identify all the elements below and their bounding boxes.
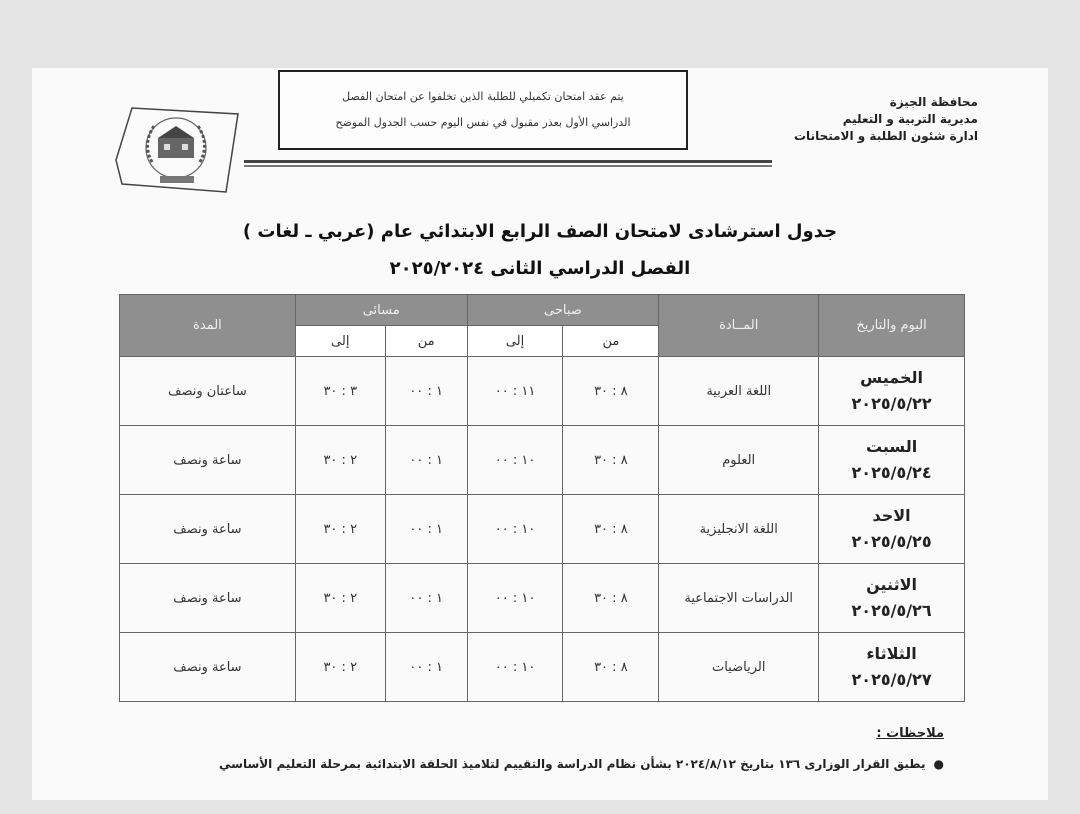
- org-line-directorate: مديرية التربية و التعليم: [842, 112, 978, 126]
- header-subject: المــادة: [659, 295, 819, 357]
- directorate-seal-icon: [112, 100, 242, 196]
- day-name: الثلاثاء: [866, 644, 917, 663]
- evening-to-cell: ٢ : ٣٠: [295, 426, 385, 495]
- table-row: [120, 357, 965, 426]
- duration-cell: ساعتان ونصف: [120, 357, 296, 426]
- document-page: [32, 68, 1048, 800]
- subject-cell: الرياضيات: [659, 633, 819, 702]
- subject-cell: اللغة الانجليزية: [659, 495, 819, 564]
- notice-line-2: الدراسي الأول بعذر مقبول في نفس اليوم حسب الجدول الموضح: [335, 116, 631, 129]
- morning-to-cell: ١٠ : ٠٠: [467, 495, 563, 564]
- evening-to-cell: ٢ : ٣٠: [295, 495, 385, 564]
- morning-to-cell: ١٠ : ٠٠: [467, 633, 563, 702]
- day-date-cell: [819, 633, 965, 702]
- header-morning-to: إلى: [467, 326, 563, 357]
- evening-to-cell: ٣ : ٣٠: [295, 357, 385, 426]
- duration-cell: ساعة ونصف: [120, 495, 296, 564]
- evening-to-cell: ٢ : ٣٠: [295, 633, 385, 702]
- note-text: يطبق القرار الوزارى ١٣٦ بتاريخ ٢٠٢٤/٨/١٢ بشأن نظام الدراسة والتقييم لتلاميذ الحلقة الابتدائية بمرحلة التعليم الأساسي: [219, 757, 926, 771]
- notice-line-1: يتم عقد امتحان تكميلي للطلبة الذين تخلفوا عن امتحان الفصل: [342, 90, 624, 103]
- header-divider: [244, 160, 772, 168]
- day-date-cell: [819, 357, 965, 426]
- evening-from-cell: ١ : ٠٠: [385, 564, 467, 633]
- header-evening: مسائى: [295, 295, 467, 326]
- morning-to-cell: ١١ : ٠٠: [467, 357, 563, 426]
- notice-box: [278, 70, 688, 150]
- table-row: [120, 633, 965, 702]
- morning-to-cell: ١٠ : ٠٠: [467, 426, 563, 495]
- day-name: الاثنين: [866, 575, 917, 594]
- exam-schedule-table: [119, 294, 965, 702]
- morning-from-cell: ٨ : ٣٠: [563, 426, 659, 495]
- exam-date: ٢٠٢٥/٥/٢٥: [851, 532, 932, 551]
- subject-cell: الدراسات الاجتماعية: [659, 564, 819, 633]
- organization-header: [718, 94, 978, 145]
- exam-date: ٢٠٢٥/٥/٢٧: [851, 670, 932, 689]
- duration-cell: ساعة ونصف: [120, 426, 296, 495]
- subject-cell: العلوم: [659, 426, 819, 495]
- notes-heading: ملاحظات :: [876, 726, 944, 741]
- morning-to-cell: ١٠ : ٠٠: [467, 564, 563, 633]
- day-name: الاحد: [872, 506, 911, 525]
- bullet-icon: ●: [933, 757, 944, 771]
- header-day-date: اليوم والتاريخ: [819, 295, 965, 357]
- subject-cell: اللغة العربية: [659, 357, 819, 426]
- table-row: [120, 426, 965, 495]
- day-date-cell: [819, 564, 965, 633]
- day-date-cell: [819, 426, 965, 495]
- evening-from-cell: ١ : ٠٠: [385, 357, 467, 426]
- duration-cell: ساعة ونصف: [120, 633, 296, 702]
- evening-from-cell: ١ : ٠٠: [385, 633, 467, 702]
- table-row: [120, 564, 965, 633]
- table-row: [120, 495, 965, 564]
- duration-cell: ساعة ونصف: [120, 564, 296, 633]
- document-title: جدول استرشادى لامتحان الصف الرابع الابتدائي عام (عربي ـ لغات ): [242, 221, 838, 242]
- day-name: السبت: [865, 437, 918, 456]
- header-morning-from: من: [563, 326, 659, 357]
- evening-from-cell: ١ : ٠٠: [385, 426, 467, 495]
- evening-from-cell: ١ : ٠٠: [385, 495, 467, 564]
- morning-from-cell: ٨ : ٣٠: [563, 564, 659, 633]
- note-item: [102, 752, 944, 776]
- header-evening-from: من: [385, 326, 467, 357]
- exam-date: ٢٠٢٥/٥/٢٤: [851, 463, 932, 482]
- header-morning: صباحى: [467, 295, 659, 326]
- day-date-cell: [819, 495, 965, 564]
- morning-from-cell: ٨ : ٣٠: [563, 495, 659, 564]
- day-name: الخميس: [860, 368, 924, 387]
- exam-date: ٢٠٢٥/٥/٢٦: [851, 601, 932, 620]
- document-subtitle: الفصل الدراسي الثانى ٢٠٢٥/٢٠٢٤: [389, 258, 691, 279]
- header-duration: المدة: [120, 295, 296, 357]
- header-evening-to: إلى: [295, 326, 385, 357]
- org-line-administration: ادارة شئون الطلبة و الامتحانات: [794, 129, 978, 143]
- morning-from-cell: ٨ : ٣٠: [563, 357, 659, 426]
- exam-date: ٢٠٢٥/٥/٢٢: [851, 394, 932, 413]
- org-line-governorate: محافظة الجيزة: [889, 95, 978, 109]
- evening-to-cell: ٢ : ٣٠: [295, 564, 385, 633]
- morning-from-cell: ٨ : ٣٠: [563, 633, 659, 702]
